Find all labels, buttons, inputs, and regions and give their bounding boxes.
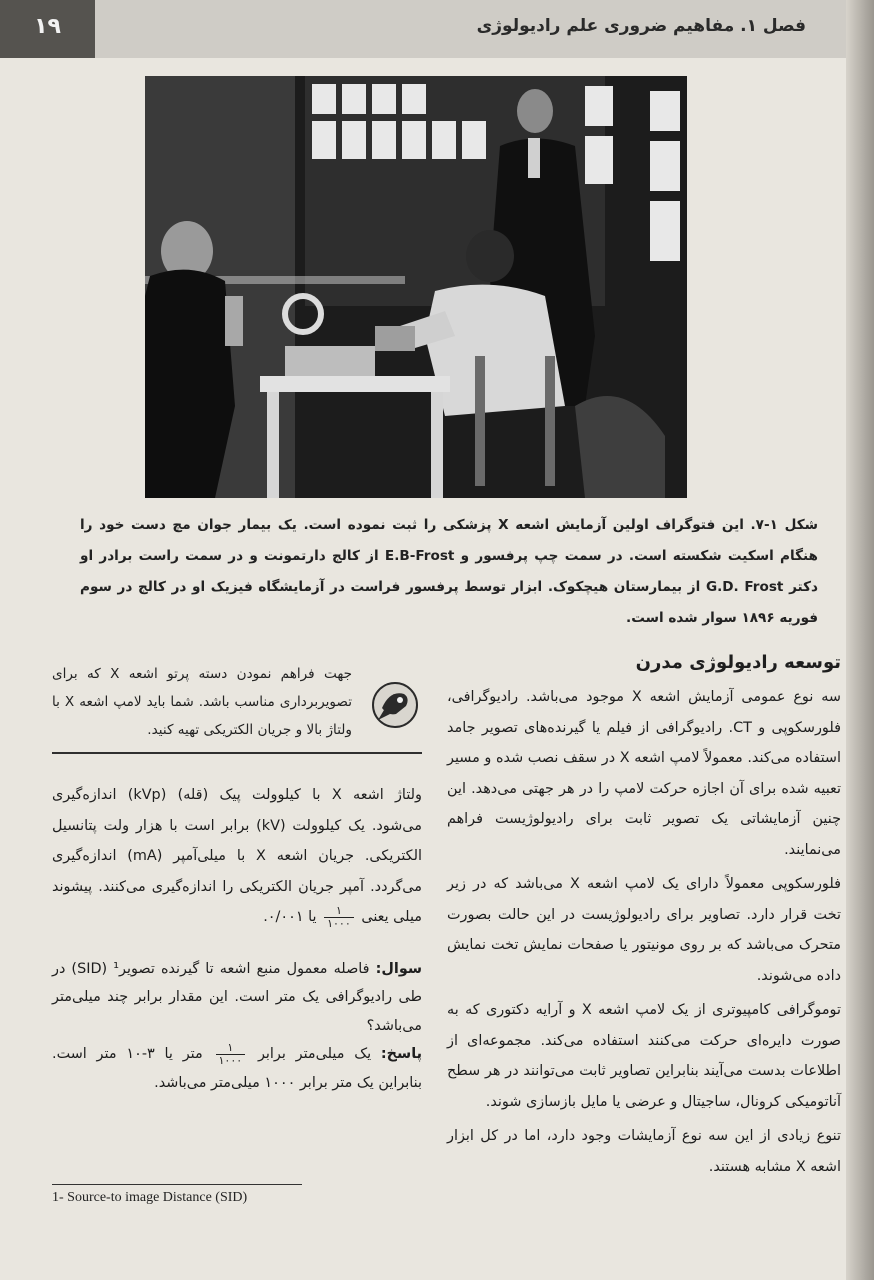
milli-fraction-numerator: ۱ bbox=[324, 905, 354, 918]
answer-text-1: یک میلی‌متر برابر bbox=[257, 1046, 372, 1062]
answer-fraction-denominator: ۱۰۰۰ bbox=[218, 1053, 243, 1067]
footnote: 1- Source-to image Distance (SID) bbox=[52, 1190, 248, 1205]
answer-text-2: متر یا ۳-۱۰ متر است. بنابراین یک متر برابر ۱۰۰۰ میلی‌متر می‌باشد. bbox=[52, 1046, 422, 1091]
answer bbox=[52, 1040, 422, 1097]
section-paragraph-2: فلورسکوپی معمولاً دارای یک لامپ اشعه X می‌باشد که در زیر تخت قرار دارد. تصاویر برای رادیولوژیست در این حالت بصورت متحرک می‌باشد که بر روی مونیتور یا صفحات نمایش تخت نمایش داده می‌شوند. bbox=[447, 876, 841, 984]
note-text: جهت فراهم نمودن دسته پرتو اشعه X که برای تصویربرداری مناسب باشد. شما باید لامپ اشعه X با ولتاژ بالا و جریان الکتریکی تهیه کنید. bbox=[52, 666, 352, 738]
footnote-divider bbox=[52, 1184, 302, 1185]
question-text: فاصله معمول منبع اشعه تا گیرنده تصویر¹ (SID) در طی رادیوگرافی یک متر است. این مقدار برابر چند میلی‌متر می‌باشد؟ bbox=[52, 960, 422, 1034]
section-paragraph-3: توموگرافی کامپیوتری از یک لامپ اشعه X و آرایه دکتوری که به صورت دایره‌ای حرکت می‌کنند استفاده می‌کند. مجموعه‌ای از اطلاعات بدست می‌آیند بنابراین تصاویر ثابت می‌توانند در هر سطح آناتومیکی کرونال، ساجیتال و عرضی یا مایل بازسازی شوند. bbox=[447, 1002, 841, 1110]
question-label: سوال: bbox=[375, 960, 422, 977]
answer-fraction-numerator: ۱ bbox=[216, 1042, 246, 1055]
right-column bbox=[447, 648, 841, 1186]
section-paragraph-1: سه نوع عمومی آزمایش اشعه X موجود می‌باشد. رادیوگرافی، فلورسکوپی و CT. رادیوگرافی از فیلم یا گیرنده‌های تصویر جامد استفاده می‌کند. معمولاً لامپ اشعه X در سقف نصب شده و مسیر تعبیه شده برای آن اجازه حرکت لامپ را در هر جهتی می‌دهد. این چنین آزمایشاتی یک تصویر ثابت برای رادیولوژیست فراهم می‌نمایند. bbox=[447, 689, 841, 858]
answer-label: پاسخ: bbox=[380, 1046, 423, 1062]
answer-fraction bbox=[216, 1042, 246, 1067]
milli-fraction-denominator: ۱۰۰۰ bbox=[327, 916, 351, 930]
figure-caption: شکل ۱-۷. این فتوگراف اولین آزمایش اشعه X پزشکی را ثبت نموده است. یک بیمار جوان مچ دست خود را هنگام اسکیت شکسته است. در سمت چپ پرفسور و E.B-Frost از کالج دارتمونت و در سمت راست برادر او دکتر G.D. Frost از بیمارستان هیچکوک. ابزار توسط پرفسور فراست در آزمایشگاه فیزیک او در کالج در سوم فوریه ۱۸۹۶ سوار شده است. bbox=[80, 517, 818, 626]
page-header bbox=[0, 0, 846, 58]
note-divider bbox=[52, 752, 422, 754]
page-number-box bbox=[0, 0, 95, 58]
milli-fraction bbox=[324, 905, 354, 930]
note-box bbox=[52, 660, 422, 753]
section-title: توسعه رادیولوژی مدرن bbox=[635, 652, 841, 673]
photo-illustration bbox=[145, 76, 687, 498]
voltage-tail: یا ۰/۰۰۱. bbox=[263, 909, 317, 925]
hand-pointer-icon bbox=[370, 680, 420, 730]
page-edge-shadow bbox=[846, 0, 874, 1280]
voltage-paragraph bbox=[52, 780, 422, 933]
historical-xray-photo bbox=[145, 76, 687, 498]
voltage-text: ولتاژ اشعه X با کیلوولت پیک (قله) (kVp) اندازه‌گیری می‌شود. یک کیلوولت (kV) برابر است با هزار ولت پتانسیل الکتریکی. جریان اشعه X با میلی‌آمپر (mA) اندازه‌گیری می‌گردد. آمپر جریان الکتریکی را اندازه‌گیری می‌کنند. پیشوند میلی یعنی bbox=[52, 787, 422, 925]
chapter-title: فصل ۱. مفاهیم ضروری علم رادیولوژی bbox=[476, 16, 806, 36]
section-paragraph-4: تنوع زیادی از این سه نوع آزمایشات وجود دارد، اما در کل ابزار اشعه X مشابه هستند. bbox=[447, 1128, 841, 1175]
page-number: ۱۹ bbox=[34, 14, 61, 39]
question bbox=[52, 955, 422, 1041]
left-column bbox=[52, 780, 422, 1097]
